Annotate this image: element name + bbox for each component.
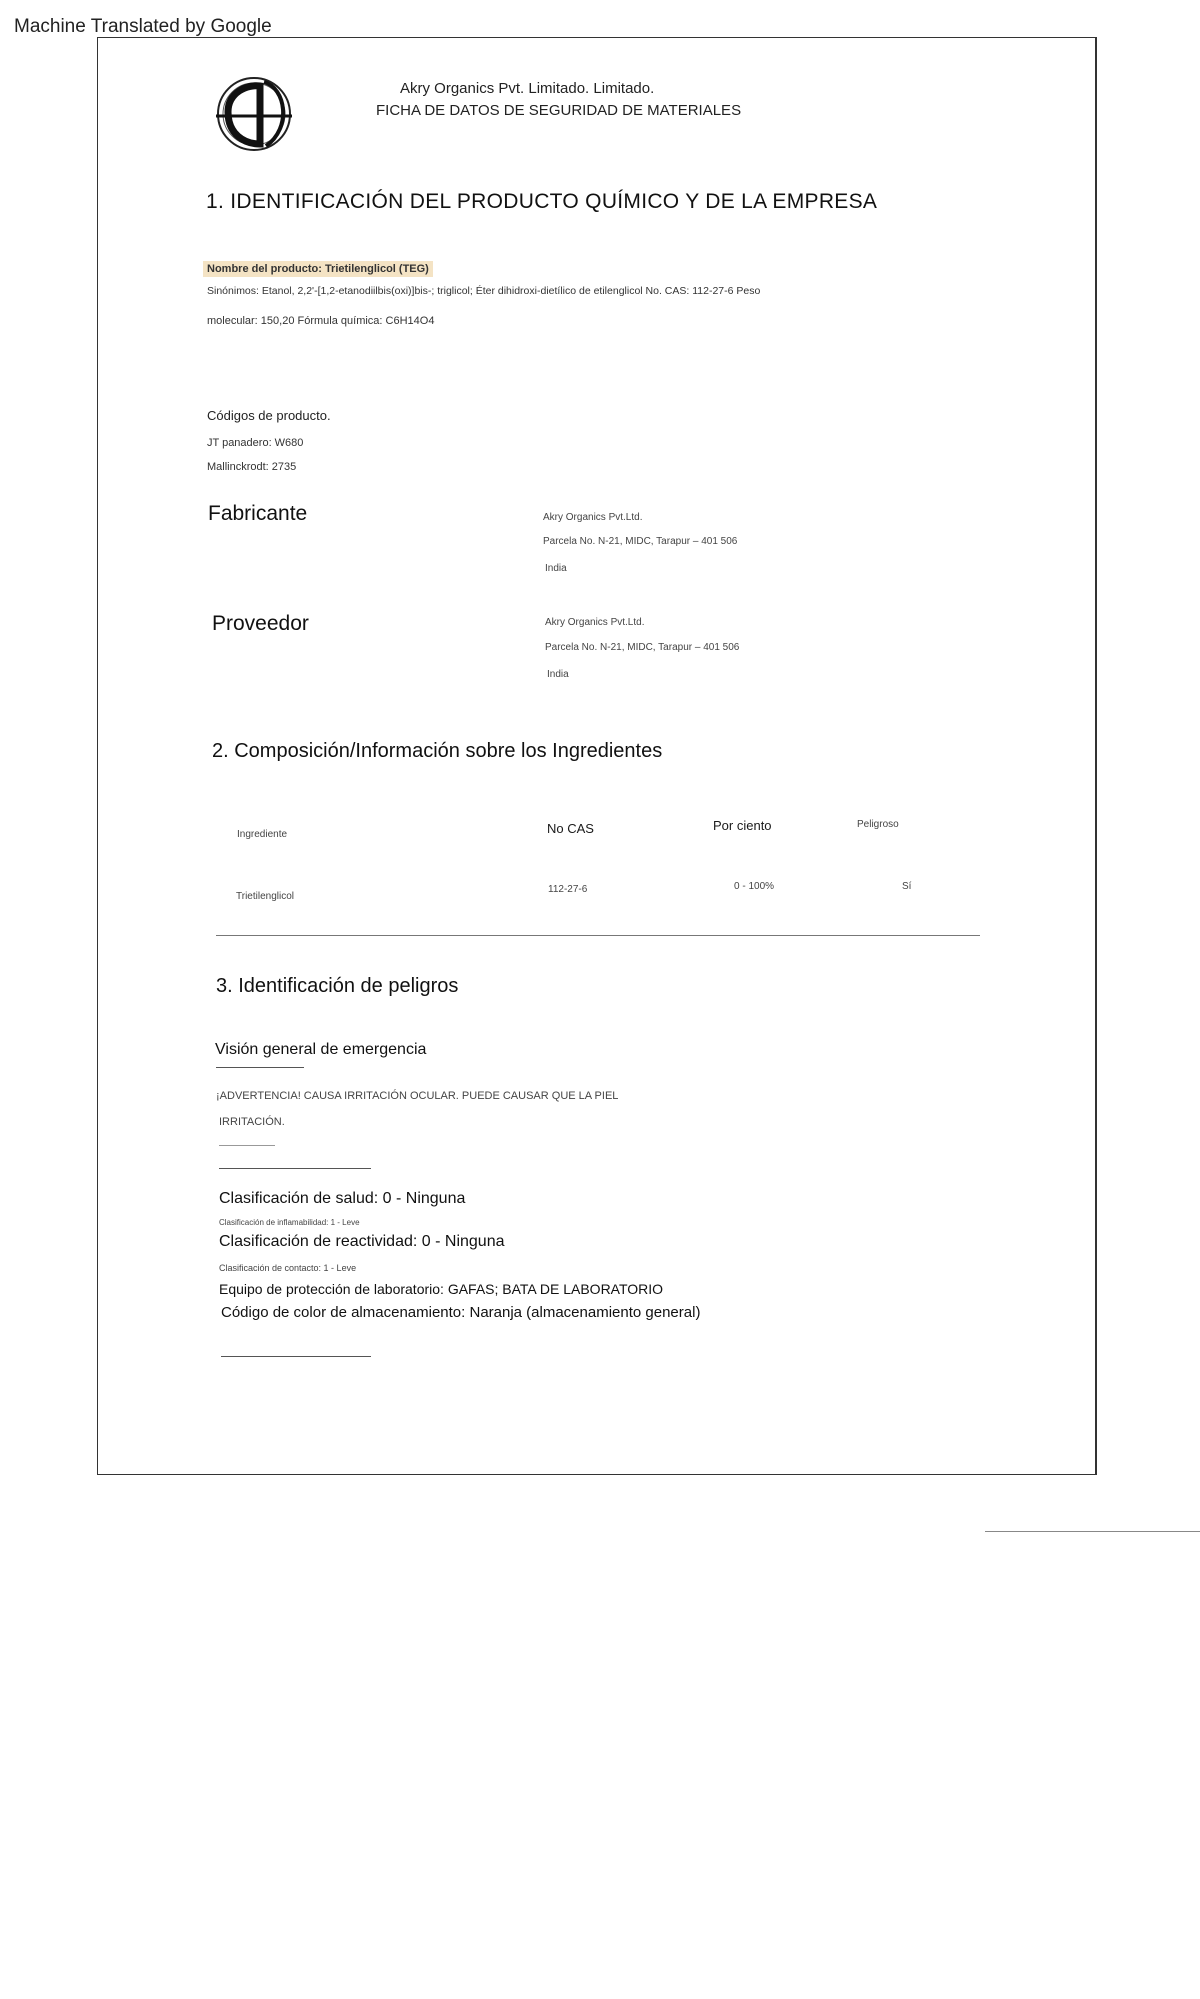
manufacturer-name: Akry Organics Pvt.Ltd. — [543, 512, 643, 523]
supplier-country: India — [547, 669, 569, 680]
manufacturer-country: India — [545, 563, 567, 574]
warning-line-2: IRRITACIÓN. — [219, 1116, 285, 1128]
divider-2 — [221, 1356, 371, 1357]
lab-protective-equipment: Equipo de protección de laboratorio: GAFAS; BATA DE LABORATORIO — [219, 1281, 664, 1297]
emergency-overview-title: Visión general de emergencia — [215, 1041, 427, 1058]
reactivity-rating: Clasificación de reactividad: 0 - Ninguna — [219, 1233, 505, 1250]
section3-title: 3. Identificación de peligros — [216, 975, 459, 997]
col-header-ingredient: Ingrediente — [237, 829, 288, 840]
cell-ingredient: Trietilenglicol — [236, 891, 294, 902]
col-header-percent: Por ciento — [713, 818, 772, 833]
overview-underline — [216, 1067, 304, 1068]
product-name — [203, 263, 433, 275]
supplier-label: Proveedor — [212, 612, 309, 635]
divider-1 — [219, 1168, 371, 1169]
flammability-rating: Clasificación de inflamabilidad: 1 - Leve — [219, 1218, 360, 1227]
supplier-name: Akry Organics Pvt.Ltd. — [545, 617, 645, 628]
cell-cas: 112-27-6 — [548, 884, 588, 895]
col-header-hazardous: Peligroso — [857, 819, 899, 830]
document-title: FICHA DE DATOS DE SEGURIDAD DE MATERIALES — [376, 102, 742, 119]
synonyms-line-2: molecular: 150,20 Fórmula química: C6H14O4 — [207, 315, 435, 327]
company-name: Akry Organics Pvt. Limitado. Limitado. — [400, 80, 655, 97]
manufacturer-label: Fabricante — [208, 502, 308, 525]
product-code-jt: JT panadero: W680 — [207, 437, 304, 449]
supplier-address: Parcela No. N-21, MIDC, Tarapur – 401 506 — [545, 642, 740, 653]
warning-underline — [219, 1145, 275, 1146]
cell-percent: 0 - 100% — [734, 881, 775, 892]
table-bottom-rule — [216, 935, 980, 936]
product-code-mallinckrodt: Mallinckrodt: 2735 — [207, 461, 297, 473]
machine-translated-banner: Machine Translated by Google — [14, 16, 272, 37]
product-name-highlight: Nombre del producto: Trietilenglicol (TEG) — [203, 261, 433, 277]
warning-line-1: ¡ADVERTENCIA! CAUSA IRRITACIÓN OCULAR. PUEDE CAUSAR QUE LA PIEL — [216, 1090, 619, 1102]
col-header-cas: No CAS — [547, 821, 594, 836]
company-logo — [206, 72, 298, 156]
scan-artifact-line — [985, 1531, 1200, 1532]
section2-title: 2. Composición/Información sobre los Ingredientes — [212, 740, 663, 762]
manufacturer-address: Parcela No. N-21, MIDC, Tarapur – 401 506 — [543, 536, 738, 547]
health-rating: Clasificación de salud: 0 - Ninguna — [219, 1190, 466, 1207]
storage-color-code: Código de color de almacenamiento: Naranja (almacenamiento general) — [221, 1304, 701, 1321]
synonyms-line-1: Sinónimos: Etanol, 2,2'-[1,2-etanodiilbis(oxi)]bis-; triglicol; Éter dihidroxi-dietílico de etilenglicol No. CAS: 112-27-6 Peso — [207, 285, 761, 297]
section1-title: 1. IDENTIFICACIÓN DEL PRODUCTO QUÍMICO Y DE LA EMPRESA — [206, 190, 878, 213]
contact-rating: Clasificación de contacto: 1 - Leve — [219, 1263, 357, 1273]
product-codes-title: Códigos de producto. — [207, 408, 331, 423]
cell-hazardous: Sí — [902, 881, 912, 892]
